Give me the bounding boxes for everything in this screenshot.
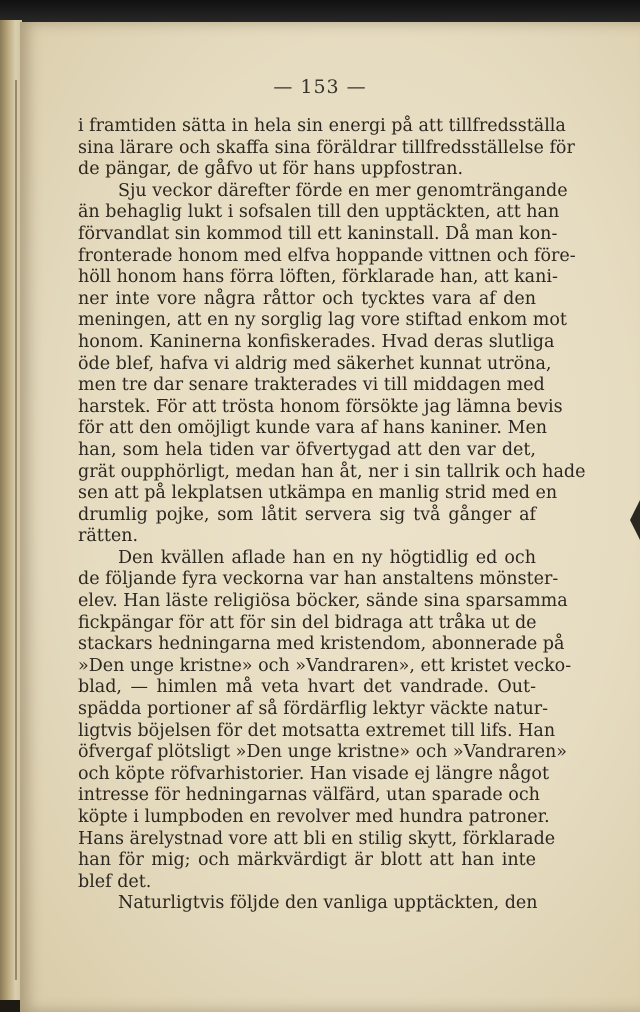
text-line: höll honom hans förra löften, förklarade han, att kani- — [78, 267, 558, 288]
text-line: »Den unge kristne» och »Vandraren», ett kristet vecko- — [78, 655, 572, 676]
book-spine — [0, 20, 22, 1000]
book-top-edge — [0, 0, 640, 24]
text-line: förvandlat sin kommod till ett kaninstall. Då man kon- — [78, 223, 558, 244]
text-line: han, som hela tiden var öfvertygad att den var det, — [78, 439, 536, 460]
text-line: blef det. — [78, 871, 152, 892]
text-line: än behaglig lukt i sofsalen till den upptäckten, att han — [78, 202, 560, 223]
text-line: de följande fyra veckorna var han anstaltens mönster- — [78, 569, 559, 590]
text-line: harstek. För att trösta honom försökte jag lämna bevis — [78, 396, 563, 417]
text-line: köpte i lumpboden en revolver med hundra patroner. — [78, 807, 550, 827]
text-line: intresse för hedningarnas välfärd, utan sparade och — [78, 785, 540, 806]
text-line: Den kvällen aflade han en ny högtidlig ed och — [118, 547, 536, 568]
text-line: meningen, att en ny sorglig lag vore stiftad enkom mot — [78, 310, 567, 331]
text-line: elev. Han läste religiösa böcker, sände sina sparsamma — [78, 591, 568, 612]
text-line: ligtvis böjelsen för det motsatta extremet till lifs. Han — [78, 720, 556, 741]
text-line: honom. Kaninerna konfiskerades. Hvad deras slutliga — [78, 331, 555, 352]
text-line: grät oupphörligt, medan han åt, ner i sin tallrik och hade — [78, 461, 586, 482]
text-line: han för mig; och märkvärdigt är blott att han inte — [78, 850, 536, 871]
text-line: öde blef, hafva vi aldrig med säkerhet kunnat utröna, — [78, 353, 552, 374]
text-line: rätten. — [78, 526, 139, 547]
text-line: Naturligtvis följde den vanliga upptäckten, den — [118, 893, 538, 914]
text-line: i framtiden sätta in hela sin energi på att tillfredsställa — [78, 116, 566, 136]
text-line: blad, — himlen må veta hvart det vandrade. Out- — [78, 677, 536, 698]
text-line: stackars hedningarna med kristendom, abonnerade på — [78, 634, 565, 655]
text-line: men tre dar senare trakterades vi till middagen med — [78, 375, 545, 396]
text-line: Hans ärelystnad vore att bli en stilig skytt, förklarade — [78, 828, 556, 849]
text-line: spädda portioner af så fördärflig lektyr väckte natur- — [78, 699, 549, 720]
body-text — [78, 116, 586, 915]
text-line: öfvergaf plötsligt »Den unge kristne» och »Vandraren» — [78, 742, 568, 763]
text-line: sina lärare och skaffa sina föräldrar tillfredsställelse för — [78, 137, 575, 158]
text-line: fronterade honom med elfva hoppande vittnen och före- — [78, 245, 576, 266]
text-line: och köpte röfvarhistorier. Han visade ej längre något — [78, 763, 549, 784]
text-line: ner inte vore några råttor och tycktes vara af den — [78, 288, 536, 309]
text-line: för att den omöjligt kunde vara af hans kaniner. Men — [78, 418, 548, 439]
page-number: — 153 — — [273, 76, 367, 98]
spine-crease — [15, 80, 17, 980]
text-line: de pängar, de gåfvo ut för hans uppfostran. — [78, 159, 464, 180]
text-line: fickpängar för att för sin del bidraga att tråka ut de — [78, 612, 537, 633]
text-line: Sju veckor därefter förde en mer genomträngande — [118, 180, 568, 201]
text-line: sen att på lekplatsen utkämpa en manlig strid med en — [78, 483, 558, 504]
text-line: drumlig pojke, som låtit servera sig två gånger af — [78, 504, 536, 525]
